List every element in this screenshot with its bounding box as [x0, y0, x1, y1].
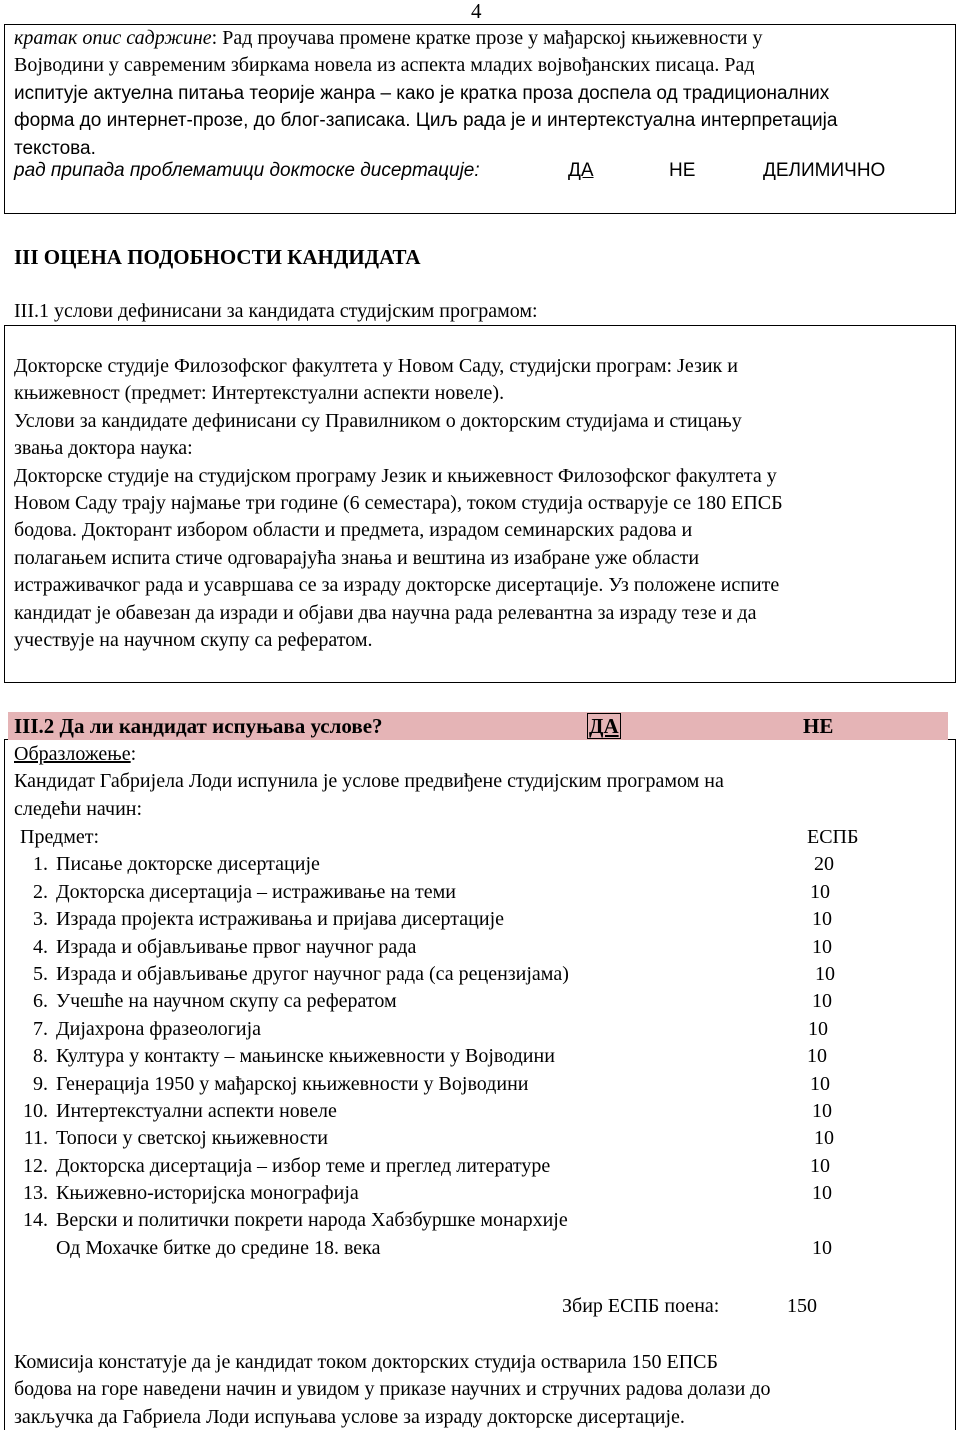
course-name: Топоси у светској књижевности	[56, 1127, 328, 1150]
summary-label: кратак опис садржине	[14, 27, 212, 49]
conclusion-line: бодова на горе наведени начин и увидом у приказе научних и стручних радова долази до	[14, 1378, 771, 1401]
course-row	[14, 1098, 944, 1125]
course-row	[14, 1180, 944, 1207]
requirements-line: Докторске студије на студијском програму Језик и књижевност Филозофског факултета у	[14, 464, 777, 487]
course-name: Израда пројекта истраживања и пријава дисертације	[56, 908, 504, 931]
summary-line: текстова.	[14, 137, 96, 159]
course-name: Верски и политички покрети народа Хабзбуршке монархије	[56, 1209, 568, 1232]
explanation-line: следећи начин:	[14, 797, 143, 820]
course-list-header	[14, 824, 944, 851]
relevance-label: рад припада проблематици доктоске дисертације:	[14, 160, 480, 181]
course-num: 8.	[33, 1045, 48, 1068]
course-num: 5.	[33, 962, 48, 985]
course-points: 10	[812, 935, 832, 958]
total-label: Збир ЕСПБ поена:	[562, 1295, 720, 1317]
course-name: Интертекстуални аспекти новеле	[56, 1099, 337, 1122]
explanation-label: Образложење	[14, 743, 131, 765]
course-points: 10	[812, 1182, 832, 1205]
requirements-line: књижевност (предмет: Интертекстуални аспекти новеле).	[14, 382, 505, 405]
summary-line: Војводини у савременим збиркама новела из аспекта младих војвођанских писаца. Рад	[14, 54, 755, 77]
course-num: 9.	[33, 1072, 48, 1095]
course-row	[14, 934, 944, 961]
course-row-continuation	[14, 1235, 944, 1262]
course-points: 10	[810, 1154, 830, 1177]
course-points: 10	[808, 1017, 828, 1040]
requirements-line: бодова. Докторант избором области и предмета, израдом семинарских радова и	[14, 519, 693, 542]
explanation-colon: :	[130, 743, 137, 765]
course-num: 10.	[23, 1099, 48, 1122]
question-no: НЕ	[803, 714, 834, 738]
course-list	[14, 824, 944, 1262]
course-num: 11.	[23, 1127, 48, 1150]
relevance-partial: ДЕЛИМИЧНО	[763, 160, 886, 181]
course-name: Култура у контакту – мањинске књижевности у Војводини	[56, 1045, 555, 1068]
course-row	[14, 906, 944, 933]
course-name: Књижевно-историјска монографија	[56, 1182, 359, 1205]
requirements-line: звања доктора наука:	[14, 437, 193, 460]
explanation-label-line	[14, 741, 944, 768]
relevance-row	[14, 157, 944, 184]
requirements-line: Новом Саду трају најмање три године (6 семестара), током студија остварује се 180 ЕПСБ	[14, 491, 783, 514]
course-row	[14, 879, 944, 906]
course-name: Дијахрона фразеологија	[56, 1017, 262, 1040]
course-num: 4.	[33, 935, 48, 958]
course-num: 1.	[33, 853, 48, 876]
question-yes: ДА	[589, 714, 619, 738]
course-name: Израда и објављивање другог научног рада (са рецензијама)	[56, 962, 569, 985]
course-points: 10	[815, 962, 835, 985]
course-name: Докторска дисертација – избор теме и преглед литературе	[56, 1154, 551, 1177]
course-row	[14, 1125, 944, 1152]
explanation	[14, 741, 944, 823]
course-name-continuation: Од Мохачке битке до средине 18. века	[56, 1236, 381, 1259]
course-num: 6.	[33, 990, 48, 1013]
conclusion-line: закључка да Габриела Лоди испуњава услове за израду докторске дисертације.	[14, 1405, 685, 1428]
course-name: Генерација 1950 у мађарској књижевности у Војводини	[56, 1072, 529, 1095]
course-row	[14, 851, 944, 878]
course-num: 12.	[23, 1154, 48, 1177]
course-row	[14, 1207, 944, 1234]
course-points: 10	[810, 880, 830, 903]
course-points: 10	[812, 908, 832, 931]
course-name: Писање докторске дисертације	[56, 853, 320, 876]
course-name: Израда и објављивање првог научног рада	[56, 935, 417, 958]
requirements-line: истраживачког рада и усавршава се за израду докторске дисертације. Уз положене испите	[14, 574, 780, 597]
course-row	[14, 1043, 944, 1070]
course-num: 3.	[33, 908, 48, 931]
relevance-no: НЕ	[669, 160, 696, 181]
course-points: 10	[807, 1045, 827, 1068]
requirements-line: Услови за кандидате дефинисани су Правилником о докторским студијама и стицању	[14, 409, 742, 432]
requirements-line: учествује на научном скупу са рефератом.	[14, 628, 373, 651]
requirements-heading: III.1 услови дефинисани за кандидата студијским програмом:	[14, 300, 538, 322]
course-row	[14, 1016, 944, 1043]
section-heading: III ОЦЕНА ПОДОБНОСТИ КАНДИДАТА	[14, 245, 421, 269]
summary-line-text: : Рад проучава промене кратке прозе у мађарској књижевности у	[211, 27, 763, 49]
question-text: III.2 Да ли кандидат испуњава услове?	[14, 714, 383, 738]
course-points: 10	[814, 1127, 834, 1150]
course-points: 10	[812, 990, 832, 1013]
course-num: 2.	[33, 880, 48, 903]
summary-line	[14, 25, 944, 52]
course-name: Докторска дисертација – истраживање на теми	[56, 880, 456, 903]
summary-line: испитује актуелна питања теорије жанра – како је кратка проза доспела од традиционалних	[14, 82, 830, 104]
requirements-line: кандидат је обавезан да изради и објави два научна рада релевантна за израду тезе и да	[14, 601, 757, 624]
course-row	[14, 961, 944, 988]
points-header: ЕСПБ	[807, 826, 859, 848]
course-points: 20	[814, 853, 834, 876]
course-points: 10	[810, 1072, 830, 1095]
course-row	[14, 988, 944, 1015]
course-row	[14, 1153, 944, 1180]
requirements-text	[14, 353, 944, 654]
requirements-line: Докторске студије Филозофског факултета у Новом Саду, студијски програм: Језик и	[14, 355, 738, 377]
explanation-line: Кандидат Габријела Лоди испунила је услове предвиђене студијским програмом на	[14, 770, 724, 793]
course-num: 14.	[23, 1209, 48, 1232]
requirements-line: полагањем испита стиче одговарајућа знања и вештина из изабране уже области	[14, 546, 700, 569]
subject-header: Предмет:	[20, 826, 100, 848]
course-name: Учешће на научном скупу са рефератом	[56, 990, 397, 1013]
relevance-yes: ДА	[568, 160, 594, 181]
page-number: 4	[471, 0, 482, 23]
course-row	[14, 1071, 944, 1098]
course-points: 10	[812, 1099, 832, 1122]
conclusion	[14, 1349, 944, 1431]
summary-line: форма до интернет-прозе, до блог-записака. Циљ рада је и интертекстуална интерпретација	[14, 110, 838, 132]
course-points: 10	[812, 1236, 832, 1259]
course-num: 13.	[23, 1182, 48, 1205]
total-value: 150	[787, 1295, 817, 1317]
summary-text	[14, 25, 944, 162]
course-num: 7.	[33, 1017, 48, 1040]
conclusion-line: Комисија констатује да је кандидат током докторских студија остварила 150 ЕПСБ	[14, 1351, 718, 1373]
